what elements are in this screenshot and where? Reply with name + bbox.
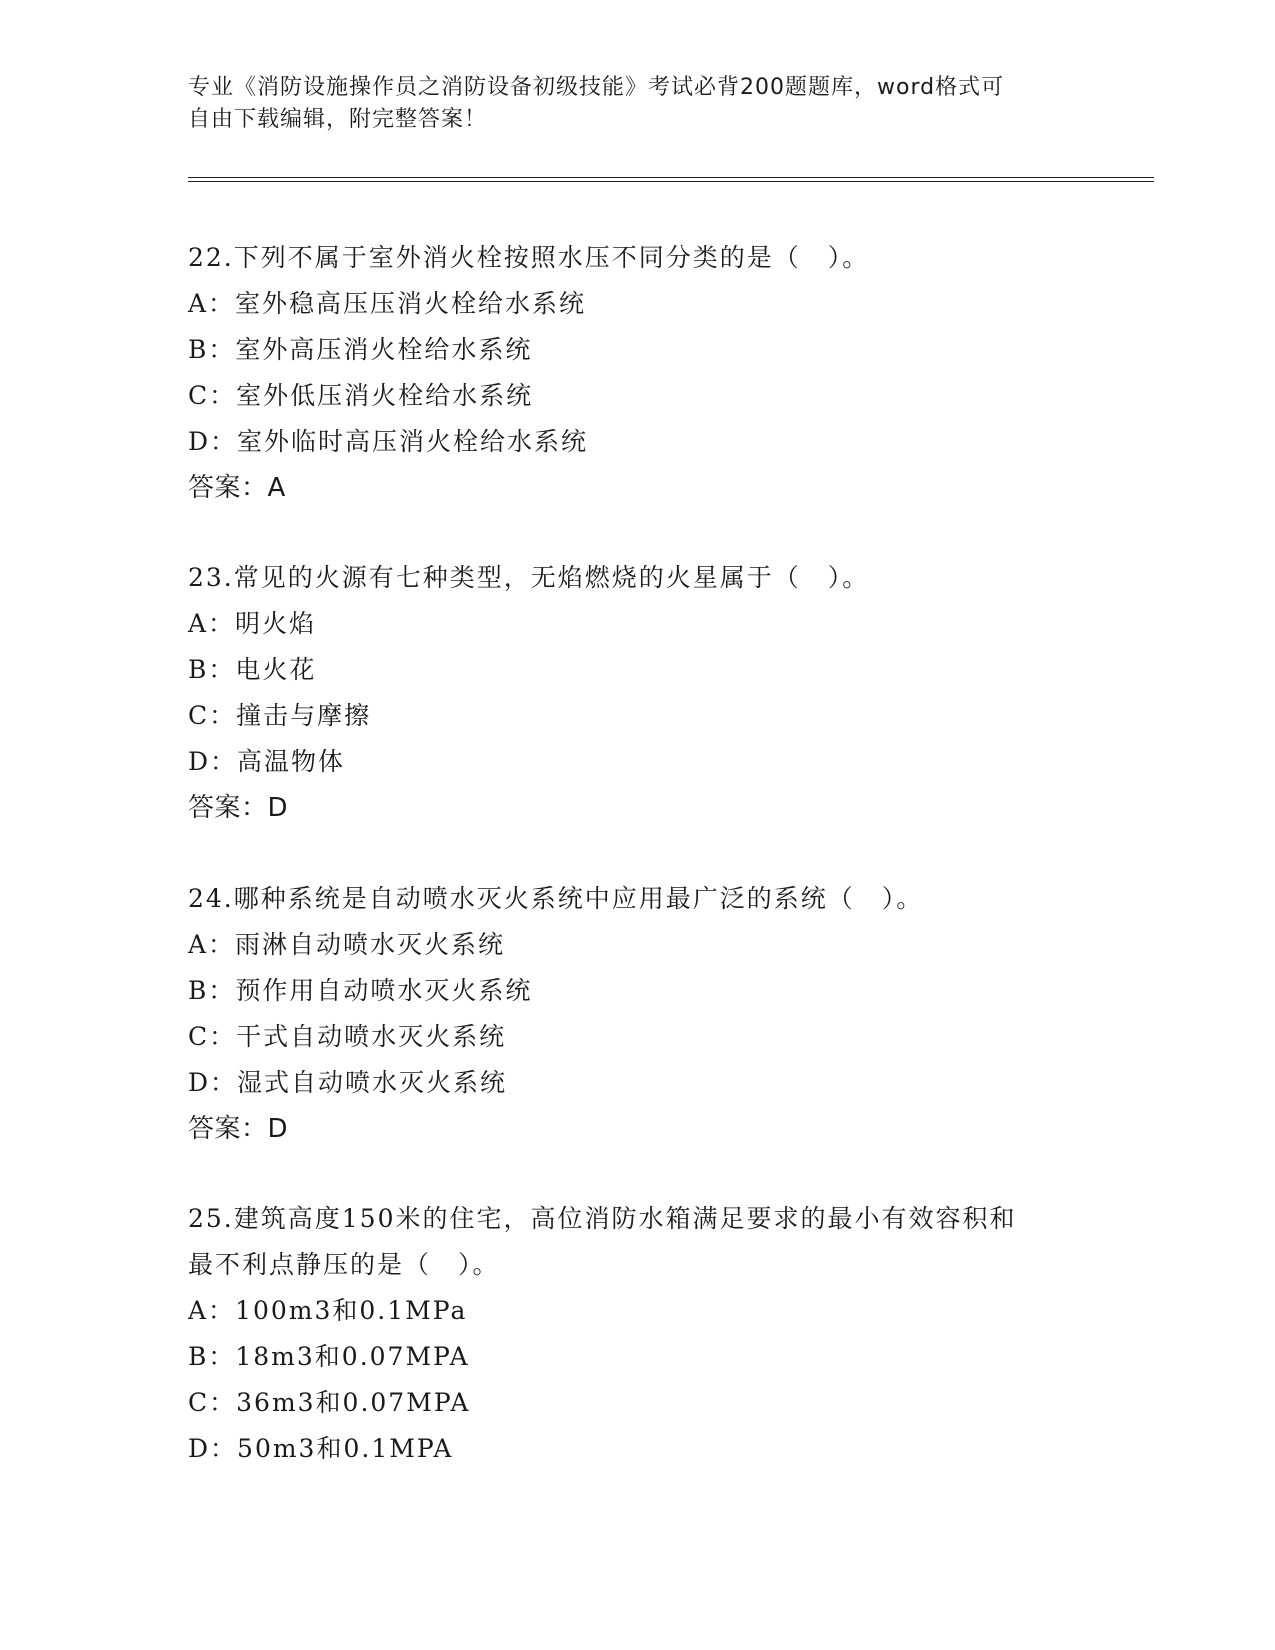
answer-text: 答案：A [188, 473, 286, 503]
answer-text: 答案：D [188, 1114, 289, 1144]
option-d: D：50m3和0.1MPA [188, 1434, 454, 1463]
question-stem-line-2: 最不利点静压的是（ ）。 [188, 1250, 500, 1279]
option-d: D：湿式自动喷水灭火系统 [188, 1068, 508, 1097]
option-c: C：干式自动喷水灭火系统 [188, 1022, 507, 1051]
question-stem: 22.下列不属于室外消火栓按照水压不同分类的是（ ）。 [188, 243, 870, 272]
option-d: D：室外临时高压消火栓给水系统 [188, 427, 589, 456]
header-divider-top [188, 177, 1154, 178]
question-23 [188, 555, 1088, 831]
header-line-2: 自由下载编辑，附完整答案！ [188, 107, 488, 132]
option-b: B：电火花 [188, 655, 317, 684]
option-a: A：雨淋自动喷水灭火系统 [188, 930, 506, 959]
question-22 [188, 235, 1088, 511]
option-b: B：室外高压消火栓给水系统 [188, 335, 533, 364]
question-stem: 24.哪种系统是自动喷水灭火系统中应用最广泛的系统（ ）。 [188, 884, 924, 913]
question-stem-line-1: 25.建筑高度150米的住宅，高位消防水箱满足要求的最小有效容积和 [188, 1204, 1017, 1233]
question-stem: 23.常见的火源有七种类型，无焰燃烧的火星属于（ ）。 [188, 563, 870, 592]
option-a: A：室外稳高压压消火栓给水系统 [188, 289, 587, 318]
option-c: C：撞击与摩擦 [188, 701, 372, 730]
header-line-1: 专业《消防设施操作员之消防设备初级技能》考试必背200题题库，word格式可 [188, 75, 1005, 100]
option-b: B：18m3和0.07MPA [188, 1342, 470, 1371]
answer-text: 答案：D [188, 793, 289, 823]
question-24 [188, 876, 1088, 1152]
question-25 [188, 1196, 1088, 1472]
document-header [188, 72, 1068, 136]
option-d: D：高温物体 [188, 747, 346, 776]
header-divider-bottom [188, 181, 1154, 182]
option-a: A：明火焰 [188, 609, 317, 638]
option-a: A：100m3和0.1MPa [188, 1296, 468, 1325]
option-b: B：预作用自动喷水灭火系统 [188, 976, 533, 1005]
option-c: C：室外低压消火栓给水系统 [188, 381, 534, 410]
option-c: C：36m3和0.07MPA [188, 1388, 471, 1417]
